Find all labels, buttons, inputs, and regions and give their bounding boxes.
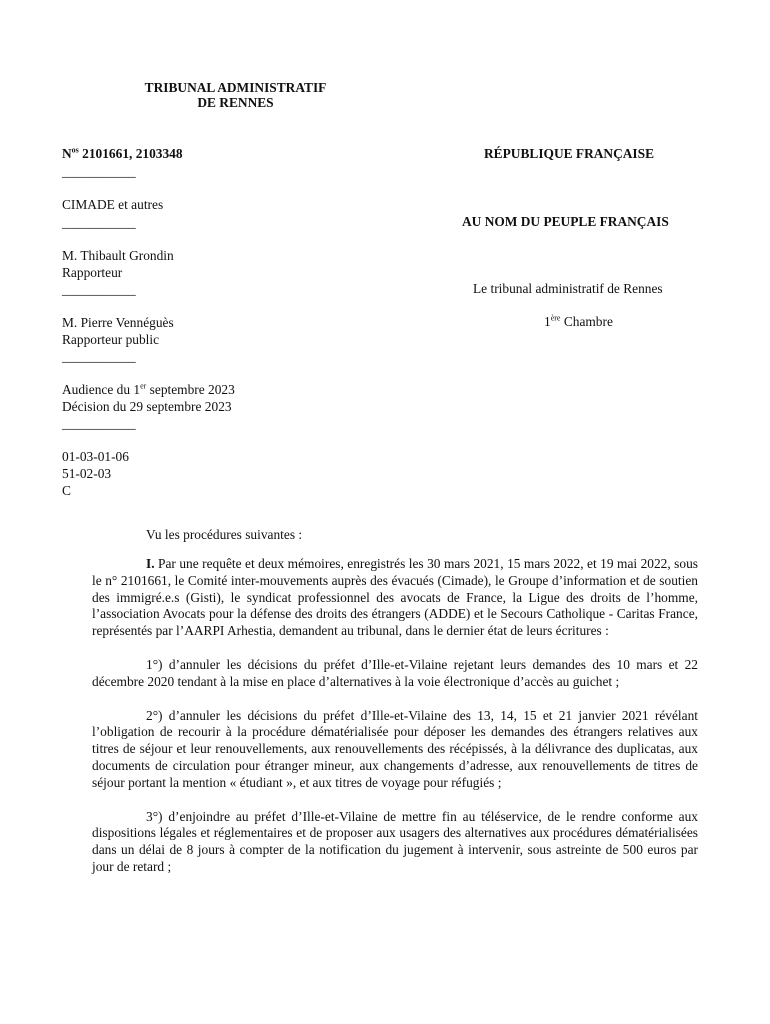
- code-line: 51-02-03: [62, 466, 112, 481]
- paragraph-i-label: I.: [146, 556, 155, 571]
- tribunal-line: Le tribunal administratif de Rennes: [473, 281, 663, 296]
- rapporteur: [62, 247, 174, 281]
- hearing-dates: [62, 381, 235, 415]
- separator-rule: ___________: [62, 215, 136, 230]
- court-name-line2: DE RENNES: [197, 95, 274, 110]
- rapporteur-public-role: Rapporteur public: [62, 332, 160, 347]
- code-line: 01-03-01-06: [62, 449, 129, 464]
- intro-line: Vu les procédures suivantes :: [146, 527, 303, 542]
- separator-rule: ___________: [62, 164, 136, 179]
- decision-date: Décision du 29 septembre 2023: [62, 399, 232, 414]
- procedure-body: [92, 556, 698, 876]
- rapporteur-name: M. Thibault Grondin: [62, 248, 174, 263]
- separator-rule: ___________: [62, 416, 136, 431]
- claim-item-1: 1°) d’annuler les décisions du préfet d’Ille-et-Vilaine rejetant leurs demandes des 10 mars et 22 décembre 2020 tendant à la mise en place d’alternatives à la voie électronique d’accès au guichet ;: [92, 656, 698, 689]
- classification-codes: [62, 448, 129, 499]
- claim-item-3: 3°) d’enjoindre au préfet d’Ille-et-Vilaine de mettre fin au téléservice, de le rendre conforme aux dispositions légales et réglementaires et de proposer aux usagers des alternatives aux procédures dématérialisées dans un délai de 8 jours à compter de la notification du jugement à intervenir, sous astreinte de 500 euros par jour de retard ;: [92, 808, 698, 874]
- parties: CIMADE et autres: [62, 197, 164, 212]
- rapporteur-role: Rapporteur: [62, 265, 123, 280]
- separator-rule: ___________: [62, 349, 136, 364]
- chambre: 1ère Chambre: [544, 313, 613, 329]
- rapporteur-public-name: M. Pierre Vennéguès: [62, 315, 174, 330]
- paragraph-i: I. Par une requête et deux mémoires, enregistrés les 30 mars 2021, 15 mars 2022, et 19 mai 2022, sous le n° 2101661, le Comité inter-mouvements auprès des évacués (Cimade), le Groupe d’information et de soutien des immigré.e.s (Gisti), le syndicat professionnel des avocats de France, la Ligue des droits de l’homme, l’association Avocats pour la défense des droits des étrangers (ADDE) et le Secours Catholique - Caritas France, représentés par l’AARPI Arhestia, demandent au tribunal, dans le dernier état de leurs écritures :: [92, 556, 698, 639]
- au-nom-du-peuple: AU NOM DU PEUPLE FRANÇAIS: [462, 214, 669, 229]
- claim-item-2: 2°) d’annuler les décisions du préfet d’Ille-et-Vilaine des 13, 14, 15 et 21 janvier 2021 révélant l’obligation de recourir à la procédure dématérialisée pour déposer les demandes des étrangers relatives aux titres de séjour et leur renouvellements, aux renouvellements des récépissés, à la délivrance des duplicatas, aux documents de circulation pour étranger mineur, aux changements d’adresse, aux renouvellements de titres de séjour portant la mention « étudiant », et aux titres de voyage pour réfugiés ;: [92, 707, 698, 790]
- court-name-line1: TRIBUNAL ADMINISTRATIF: [144, 80, 327, 95]
- separator-rule: ___________: [62, 282, 136, 297]
- audience-date: Audience du 1er septembre 2023: [62, 381, 235, 397]
- court-name: [128, 80, 343, 110]
- case-numbers: $N^{os}$ 2101661, 2103348: [62, 145, 183, 161]
- republique-francaise: RÉPUBLIQUE FRANÇAISE: [484, 146, 655, 161]
- rapporteur-public: [62, 314, 174, 348]
- code-line: C: [62, 483, 71, 498]
- case-numbers-superscript: os: [71, 145, 79, 155]
